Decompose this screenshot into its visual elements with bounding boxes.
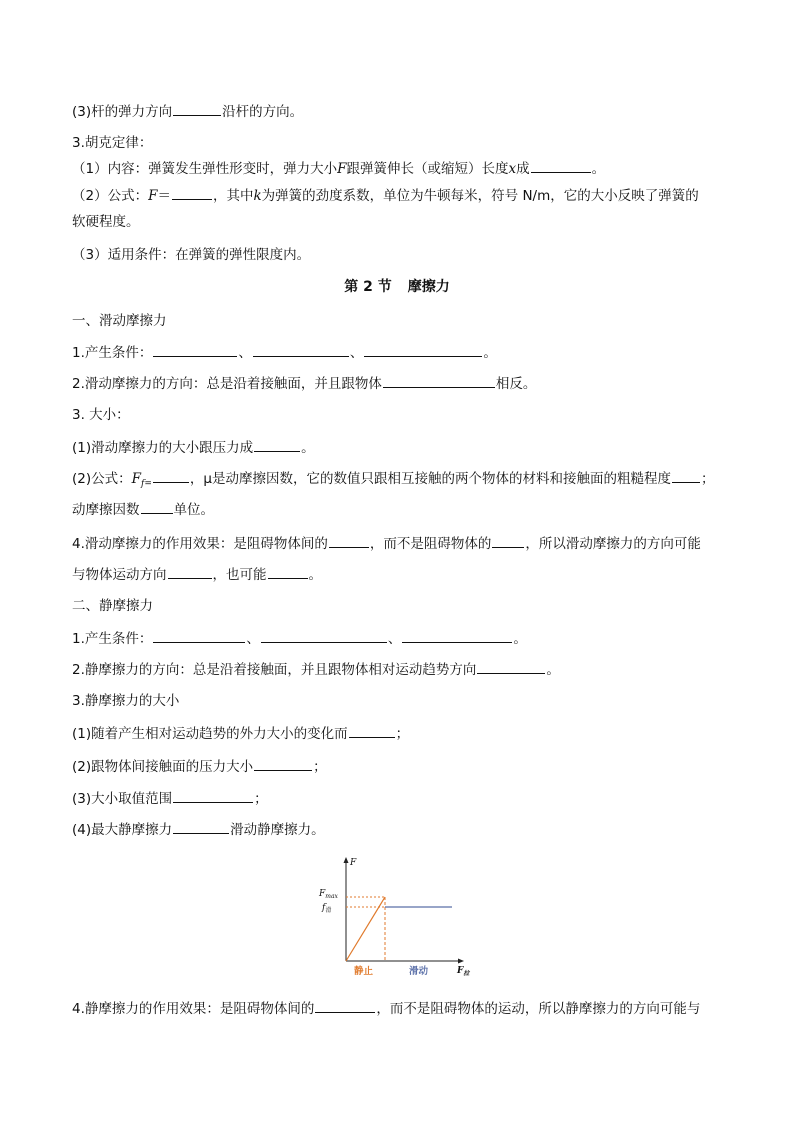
text: ，而不是阻碍物体的运动，所以静摩擦力的方向可能与: [376, 1001, 701, 1017]
sliding-direction-line: [72, 373, 536, 394]
text: 为弹簧的劲度系数，单位为牛顿每米，符号 N/m，它的大小反映了弹簧的: [261, 188, 699, 204]
answer-blank[interactable]: [531, 158, 591, 173]
text: 、: [238, 345, 252, 361]
text: ＝: [157, 188, 171, 204]
text: ，而不是阻碍物体的: [369, 536, 492, 552]
text: 、: [349, 345, 364, 361]
answer-blank[interactable]: [477, 659, 545, 674]
static-variation-line: [72, 723, 409, 744]
answer-blank[interactable]: [383, 373, 495, 388]
fmax-subscript: max: [325, 893, 338, 900]
answer-blank[interactable]: [254, 756, 312, 771]
text: 、: [387, 631, 402, 647]
text: 。: [546, 662, 560, 678]
answer-blank[interactable]: [349, 723, 395, 738]
text: 滑动静摩擦力。: [230, 822, 325, 838]
answer-blank[interactable]: [153, 342, 237, 357]
text: ，所以滑动摩擦力的方向可能: [525, 536, 701, 552]
symbol-F: F: [131, 471, 141, 487]
text: ，μ是动摩擦因数，它的数值只跟相互接触的两个物体的材料和接触面的粗糙程度: [189, 471, 671, 487]
x-axis-arrow: [458, 959, 464, 964]
answer-blank[interactable]: [254, 437, 300, 452]
answer-blank[interactable]: [141, 499, 173, 514]
y-axis-label: F: [350, 858, 357, 868]
answer-blank[interactable]: [253, 342, 349, 357]
sliding-conditions-line: [72, 342, 497, 363]
text: 沿杆的方向。: [222, 104, 304, 120]
friction-force-graph: [312, 855, 472, 980]
text: (4)最大静摩擦力: [72, 822, 173, 838]
answer-blank[interactable]: [672, 468, 700, 483]
answer-blank[interactable]: [173, 101, 221, 116]
symbol-F: F: [337, 161, 347, 177]
max-static-friction-line: [72, 819, 325, 840]
fslide-letter: f: [322, 903, 326, 913]
text: 动摩擦因数: [72, 502, 140, 518]
hooke-condition-line: （3）适用条件：在弹簧的弹性限度内。: [72, 247, 311, 263]
symbol-k: k: [253, 188, 262, 204]
answer-blank[interactable]: [153, 628, 245, 643]
text: (3)杆的弹力方向: [72, 104, 173, 120]
fmax-label: [318, 889, 339, 900]
static-direction-line: [72, 659, 560, 680]
symbol-x: x: [508, 161, 517, 177]
answer-blank[interactable]: [329, 533, 369, 548]
text: 1.产生条件：: [72, 345, 153, 361]
hooke-formula-line: [72, 185, 699, 206]
static-magnitude-heading: 3.静摩擦力的大小: [72, 693, 180, 709]
text: （1）内容：弹簧发生弹性形变时，弹力大小: [72, 161, 338, 177]
text: ，其中: [212, 188, 254, 204]
answer-blank[interactable]: [402, 628, 512, 643]
text: ；: [700, 471, 715, 487]
fmax-letter: F: [319, 889, 326, 899]
answer-blank[interactable]: [168, 564, 212, 579]
x-axis-label: [456, 966, 470, 977]
static-range-line: [72, 788, 268, 809]
symbol-F: F: [148, 188, 158, 204]
sliding-formula-line: [72, 468, 714, 494]
text: 2.滑动摩擦力的方向：总是沿着接触面，并且跟物体: [72, 376, 382, 392]
text: 2.静摩擦力的方向：总是沿着接触面，并且跟物体相对运动趋势方向: [72, 662, 477, 678]
section-title: [0, 277, 794, 297]
sliding-friction-heading: 一、滑动摩擦力: [72, 313, 167, 329]
answer-blank[interactable]: [268, 564, 308, 579]
sliding-region-label: 滑动: [409, 966, 429, 977]
sliding-proportion-line: [72, 437, 315, 458]
static-pressure-line: [72, 756, 327, 777]
text: 。: [301, 440, 315, 456]
text: ；: [254, 791, 268, 807]
answer-blank[interactable]: [173, 819, 229, 834]
text: (3)大小取值范围: [72, 791, 173, 807]
answer-blank[interactable]: [492, 533, 524, 548]
answer-blank[interactable]: [172, 185, 212, 200]
friction-coefficient-unit-line: [72, 499, 214, 520]
sliding-effect-line: [72, 533, 701, 554]
text: 单位。: [173, 502, 214, 518]
text: ；: [395, 726, 410, 742]
x-axis-subscript: 拉: [463, 970, 470, 977]
answer-blank[interactable]: [315, 998, 375, 1013]
static-region-label: 静止: [354, 966, 374, 977]
hooke-law-heading: 3.胡克定律：: [72, 135, 153, 151]
static-conditions-line: [72, 628, 527, 649]
subscript: f=: [141, 479, 152, 489]
text: (1)随着产生相对运动趋势的外力大小的变化而: [72, 726, 348, 742]
text: 、: [246, 631, 260, 647]
text: (1)滑动摩擦力的大小跟压力成: [72, 440, 254, 456]
answer-blank[interactable]: [153, 468, 189, 483]
text: 相反。: [495, 376, 537, 392]
text: ；: [313, 759, 327, 775]
section-name: 摩擦力: [407, 279, 450, 295]
magnitude-heading: 3. 大小：: [72, 407, 130, 423]
fslide-label: [321, 903, 331, 914]
answer-blank[interactable]: [173, 788, 253, 803]
text: (2)公式：: [72, 471, 132, 487]
y-axis-arrow: [344, 857, 349, 863]
x-axis-letter: F: [457, 966, 464, 976]
answer-blank[interactable]: [364, 342, 482, 357]
text: 。: [308, 567, 322, 583]
static-friction-heading: 二、静摩擦力: [72, 598, 153, 614]
sliding-effect-line-2: [72, 564, 322, 585]
text: 。: [513, 631, 527, 647]
friction-graph-svg: [312, 855, 472, 980]
rod-force-direction-line: [72, 101, 303, 122]
static-effect-line: [72, 998, 700, 1019]
text: 与物体运动方向: [72, 567, 167, 583]
text: 。: [591, 161, 606, 177]
text: 成: [516, 161, 530, 177]
text: 4.滑动摩擦力的作用效果：是阻碍物体间的: [72, 536, 328, 552]
hooke-content-line: [72, 158, 605, 179]
text: 1.产生条件：: [72, 631, 153, 647]
answer-blank[interactable]: [261, 628, 387, 643]
text: 4.静摩擦力的作用效果：是阻碍物体间的: [72, 1001, 315, 1017]
text: （2）公式：: [72, 188, 149, 204]
section-number: 第 2 节: [344, 279, 392, 295]
fslide-subscript: 滑: [325, 907, 332, 914]
hooke-formula-line-2: 软硬程度。: [72, 214, 140, 230]
text: 。: [483, 345, 497, 361]
text: 跟弹簧伸长（或缩短）长度: [346, 161, 509, 177]
text: ，也可能: [212, 567, 267, 583]
text: (2)跟物体间接触面的压力大小: [72, 759, 254, 775]
